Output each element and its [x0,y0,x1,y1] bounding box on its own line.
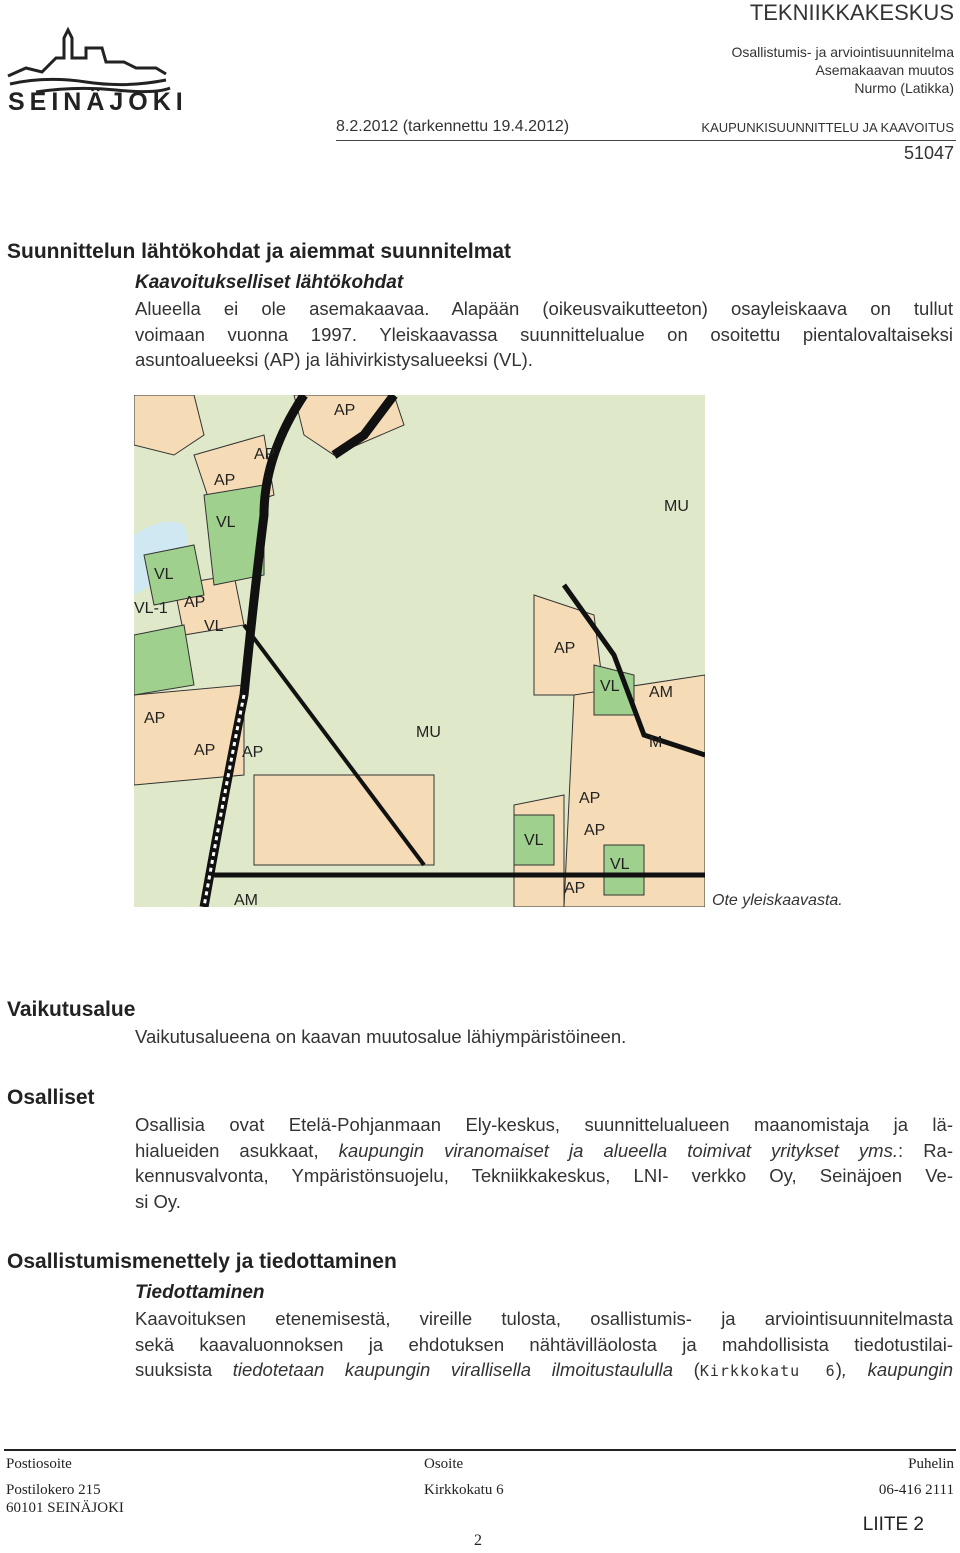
text-line: sekä kaavaluonnoksen ja ehdotuksen nähtävilläolosta ja mahdollisista tiedotustilai- [135,1333,953,1355]
footer-phone-label: Puhelin [908,1456,954,1472]
footer-divider [4,1449,956,1451]
section-title-participation: Osallistumismenettely ja tiedottaminen [7,1250,397,1273]
subhead-information: Tiedottaminen [135,1282,265,1303]
map-label: AP [214,472,236,489]
map-label: VL [600,678,620,695]
map-label: AP [254,446,276,463]
map-label: VL-1 [134,600,168,617]
map-label: MU [664,498,689,515]
text-line: voimaan vuonna 1997. Yleiskaavassa suunnittelualue on osoitettu pientalovaltaiseksi [135,323,953,345]
map-label: AP [184,594,206,611]
text-line: hialueiden asukkaat, kaupungin viranomaiset ja alueella toimivat yritykset yms.: Ra- [135,1139,953,1161]
stakeholders-paragraph [135,1112,953,1214]
map-label: VL [216,514,236,531]
footer-street: Kirkkokatu 6 [424,1482,504,1498]
section-title-impact-area: Vaikutusalue [7,998,136,1021]
impact-area-text: Vaikutusalueena on kaavan muutosalue lähiympäristöineen. [135,1026,627,1047]
attachment-label: LIITE 2 [862,1514,924,1535]
footer-address-label: Osoite [424,1456,464,1472]
text-line: Kaavoituksen etenemisestä, vireille tulosta, osallistumis- ja arviointisuunnitelmasta [135,1308,953,1329]
text-line: si Oy. [135,1190,181,1212]
planning-basis-paragraph [135,296,953,373]
text-line: asuntoalueeksi (AP) ja lähivirkistysalueeksi (VL). [135,349,533,370]
map-label: AM [649,684,673,701]
map-label: AP [564,880,586,897]
subhead-planning-basis: Kaavoitukselliset lähtökohdat [135,272,404,293]
map-label: M [649,734,663,751]
plan-code: 51047 [903,143,954,163]
map-caption: Ote yleiskaavasta. [712,892,843,909]
map-label: AP [579,790,601,807]
header-divider [336,140,956,141]
department-name: TEKNIIKKAKESKUS [749,0,954,25]
map-label: AP [144,710,166,727]
document-type: Osallistumis- ja arviointisuunnitelma [731,44,954,60]
page-number: 2 [474,1532,482,1549]
plan-area: Nurmo (Latikka) [854,80,954,96]
unit-name: KAUPUNKISUUNNITTELU JA KAAVOITUS [701,120,954,135]
section-title-background: Suunnittelun lähtökohdat ja aiemmat suunnitelmat [7,240,512,263]
map-label: AM [234,892,258,907]
map-label: AP [194,742,216,759]
section-title-stakeholders: Osalliset [7,1086,95,1109]
map-label: VL [524,832,544,849]
information-paragraph [135,1306,953,1385]
map-label: MU [416,724,441,741]
footer-postbox: Postilokero 215 [6,1482,101,1498]
plan-type: Asemakaavan muutos [815,62,954,78]
text-line: kennusvalvonta, Ympäristönsuojelu, Tekniikkakeskus, LNI- verkko Oy, Seinäjoen Ve- [135,1165,953,1186]
map-label: VL [610,856,630,873]
footer-phone: 06-416 2111 [878,1482,954,1498]
text-line: Osallisia ovat Etelä-Pohjanmaan Ely-keskus, suunnittelualueen maanomistaja ja lä- [135,1114,953,1135]
map-label: AP [554,640,576,657]
map-label: VL [154,566,174,583]
map-label: AP [584,822,606,839]
footer-postal-label: Postiosoite [6,1456,72,1472]
map-label: AP [242,744,264,761]
map-label: AP [334,402,356,419]
text-line: Alueella ei ole asemakaavaa. Alapään (oikeusvaikutteeton) osayleiskaava on tullut [135,298,953,319]
footer-postcode: 60101 SEINÄJOKI [6,1500,124,1516]
org-wordmark: SEINÄJOKI [8,88,188,116]
text-line: suuksista tiedotetaan kaupungin virallisella ilmoitustaululla (Kirkkokatu 6), kaupungin [135,1359,953,1380]
map-label: VL [204,618,224,635]
general-plan-map [134,395,705,907]
document-date: 8.2.2012 (tarkennettu 19.4.2012) [336,118,570,135]
